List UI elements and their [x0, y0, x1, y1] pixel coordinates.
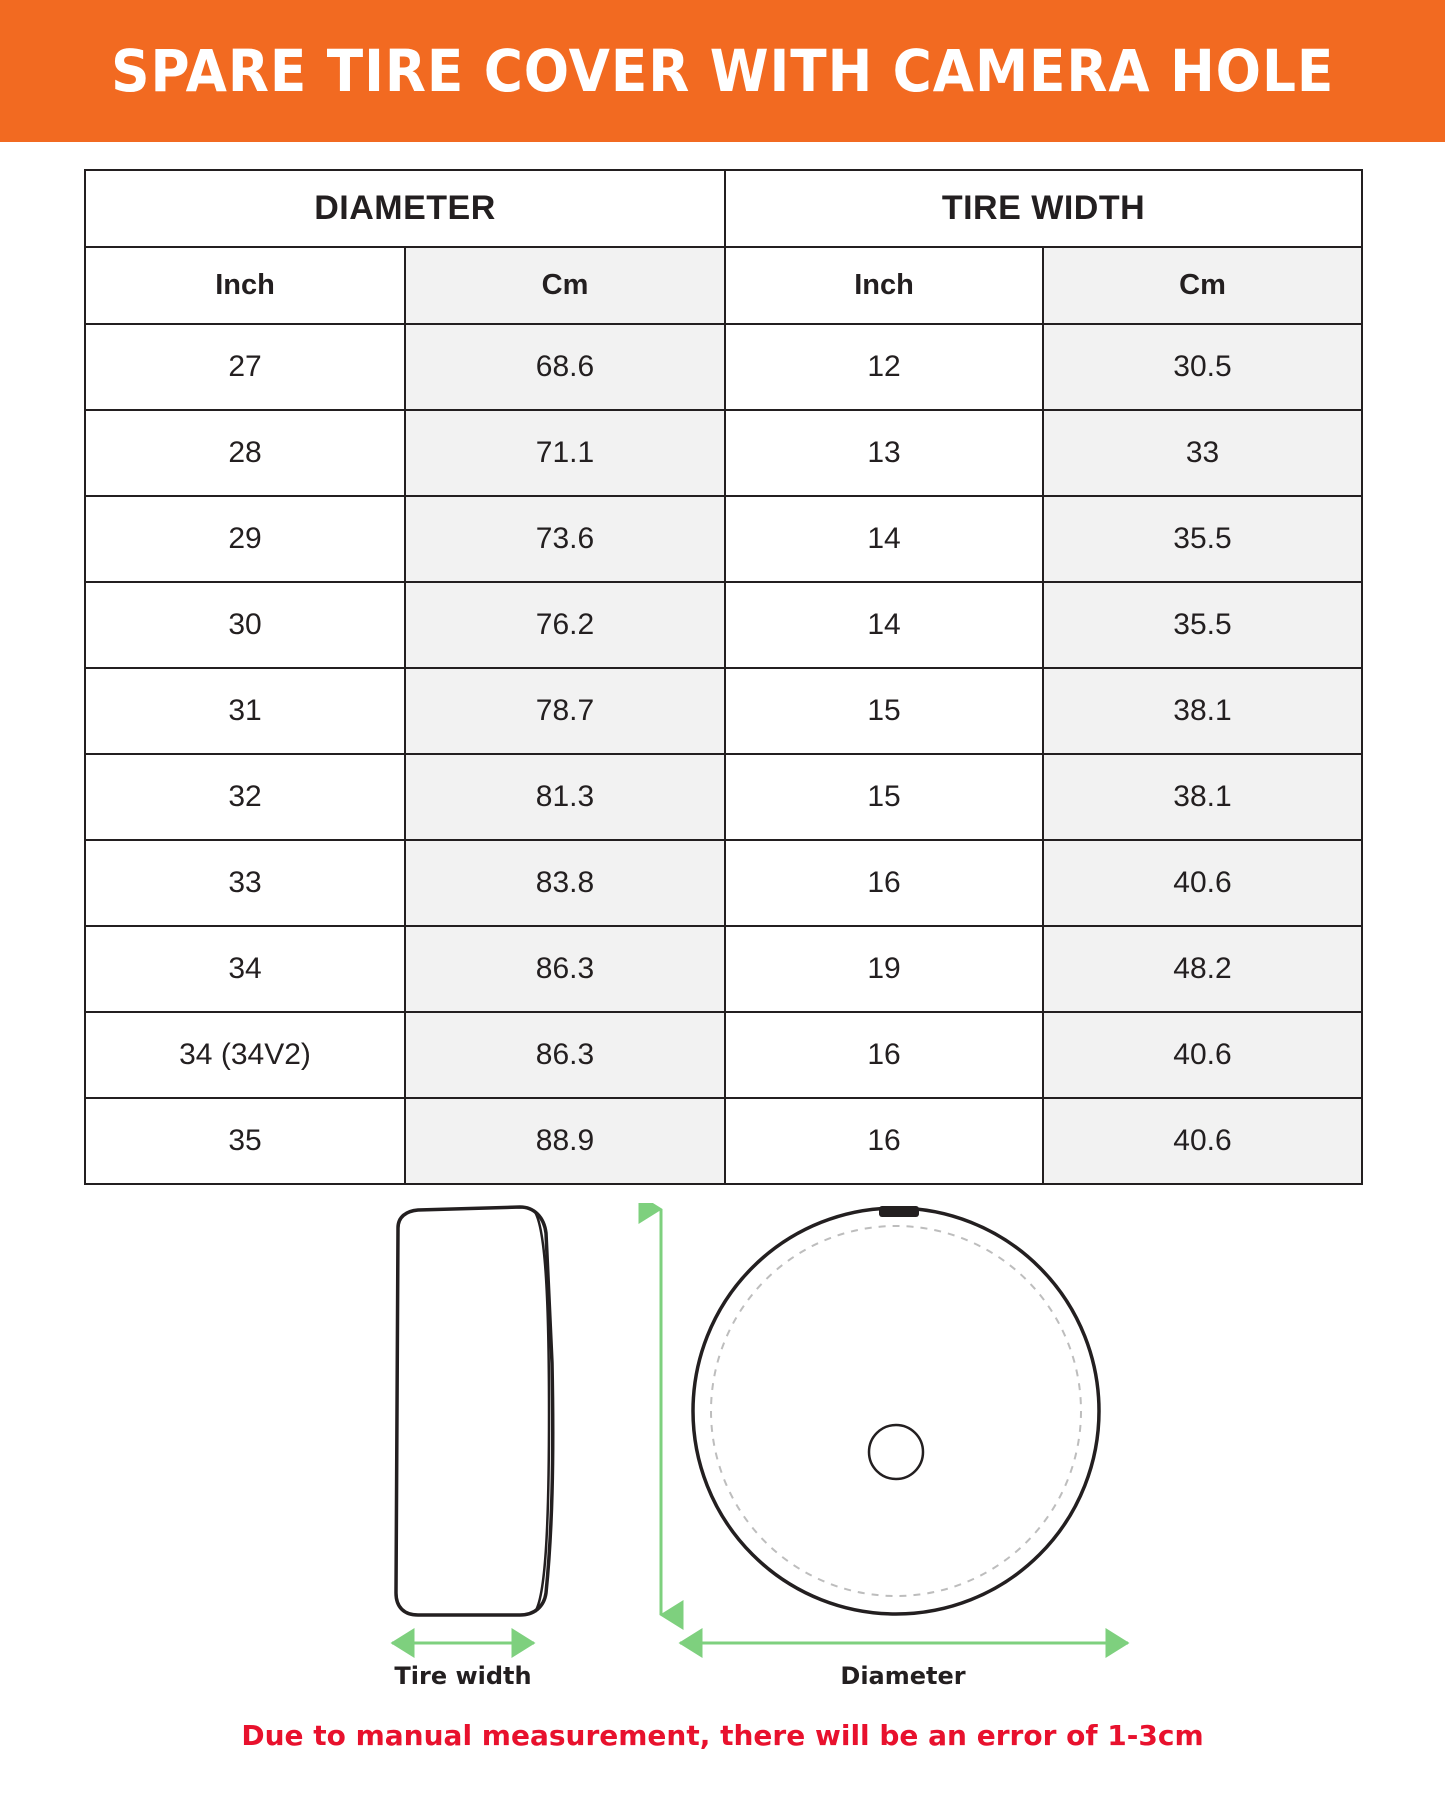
cell-diameter-inch: 34 (34V2)	[85, 1012, 405, 1098]
size-chart-container	[84, 169, 1361, 1185]
table-row	[85, 496, 1362, 582]
cell-diameter-cm: 86.3	[405, 1012, 725, 1098]
tire-width-label: Tire width	[394, 1662, 532, 1690]
cell-width-cm: 35.5	[1043, 582, 1362, 668]
cell-diameter-cm: 88.9	[405, 1098, 725, 1184]
table-row	[85, 668, 1362, 754]
cell-width-inch: 15	[725, 754, 1043, 840]
table-row	[85, 1012, 1362, 1098]
table-row	[85, 1098, 1362, 1184]
group-header-diameter: DIAMETER	[85, 170, 725, 247]
cell-width-cm: 40.6	[1043, 1012, 1362, 1098]
cell-diameter-inch: 32	[85, 754, 405, 840]
cell-width-cm: 38.1	[1043, 754, 1362, 840]
cell-width-cm: 33	[1043, 410, 1362, 496]
side-view-illustration	[396, 1207, 553, 1615]
cell-diameter-inch: 34	[85, 926, 405, 1012]
cell-width-inch: 13	[725, 410, 1043, 496]
cell-diameter-cm: 76.2	[405, 582, 725, 668]
table-row	[85, 324, 1362, 410]
table-row	[85, 410, 1362, 496]
cell-width-inch: 15	[725, 668, 1043, 754]
sub-header-diameter-cm: Cm	[405, 247, 725, 324]
cell-width-inch: 14	[725, 496, 1043, 582]
cell-diameter-cm: 73.6	[405, 496, 725, 582]
diameter-label: Diameter	[840, 1662, 966, 1690]
cell-width-cm: 35.5	[1043, 496, 1362, 582]
camera-notch-icon	[879, 1206, 919, 1217]
table-row	[85, 582, 1362, 668]
cell-width-inch: 14	[725, 582, 1043, 668]
cell-width-inch: 16	[725, 1012, 1043, 1098]
group-header-tire-width: TIRE WIDTH	[725, 170, 1362, 247]
cell-diameter-cm: 68.6	[405, 324, 725, 410]
sub-header-width-cm: Cm	[1043, 247, 1362, 324]
cell-diameter-cm: 78.7	[405, 668, 725, 754]
cell-width-inch: 16	[725, 840, 1043, 926]
front-view-illustration	[693, 1206, 1099, 1614]
table-row	[85, 840, 1362, 926]
sub-header-diameter-inch: Inch	[85, 247, 405, 324]
cell-diameter-inch: 27	[85, 324, 405, 410]
cell-diameter-cm: 81.3	[405, 754, 725, 840]
cell-width-cm: 48.2	[1043, 926, 1362, 1012]
cell-diameter-inch: 33	[85, 840, 405, 926]
cell-width-inch: 16	[725, 1098, 1043, 1184]
cell-diameter-cm: 86.3	[405, 926, 725, 1012]
table-sub-header-row	[85, 247, 1362, 324]
cell-diameter-cm: 83.8	[405, 840, 725, 926]
sub-header-width-inch: Inch	[725, 247, 1043, 324]
cell-width-cm: 30.5	[1043, 324, 1362, 410]
cell-width-cm: 40.6	[1043, 840, 1362, 926]
cell-diameter-inch: 29	[85, 496, 405, 582]
cell-diameter-inch: 30	[85, 582, 405, 668]
cell-width-cm: 38.1	[1043, 668, 1362, 754]
cell-width-inch: 19	[725, 926, 1043, 1012]
page-title: SPARE TIRE COVER WITH CAMERA HOLE	[110, 37, 1335, 105]
cell-width-inch: 12	[725, 324, 1043, 410]
camera-hole-icon	[869, 1425, 923, 1479]
table-row	[85, 926, 1362, 1012]
table-group-header-row	[85, 170, 1362, 247]
size-chart-table	[84, 169, 1363, 1185]
cell-diameter-inch: 35	[85, 1098, 405, 1184]
table-row	[85, 754, 1362, 840]
cell-diameter-inch: 28	[85, 410, 405, 496]
cell-width-cm: 40.6	[1043, 1098, 1362, 1184]
cell-diameter-inch: 31	[85, 668, 405, 754]
measurement-disclaimer: Due to manual measurement, there will be an error of 1-3cm	[241, 1719, 1204, 1752]
product-diagram	[0, 1203, 1445, 1713]
cell-diameter-cm: 71.1	[405, 410, 725, 496]
page-header-banner	[0, 0, 1445, 142]
